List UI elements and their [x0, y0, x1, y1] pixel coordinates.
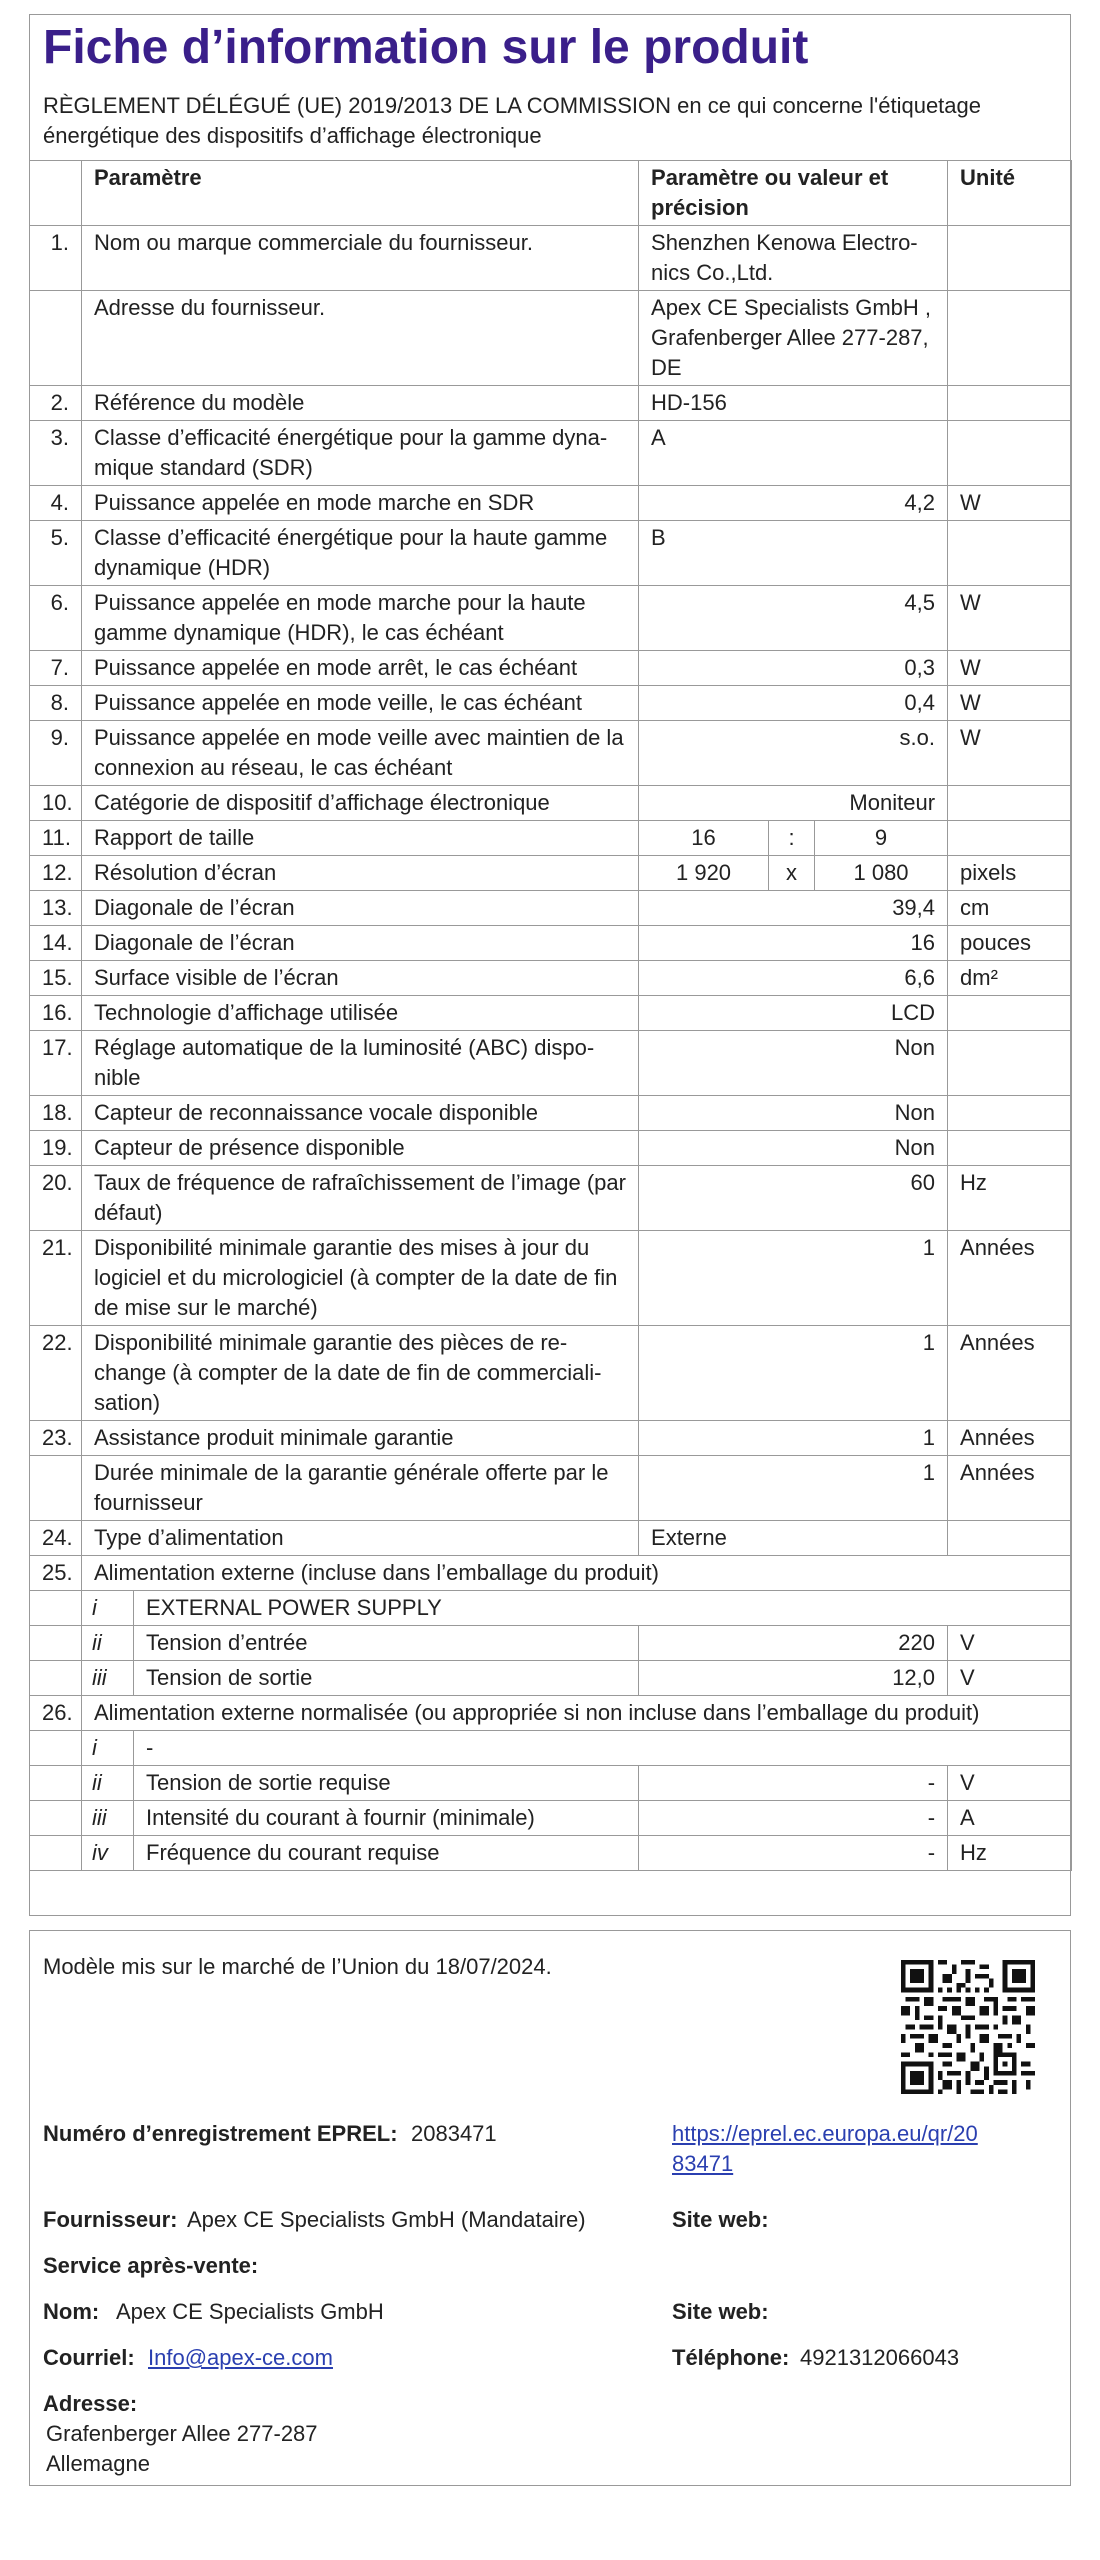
- table-row: [30, 1661, 1072, 1696]
- row-label: Puissance appelée en mode arrêt, le cas échéant: [82, 651, 639, 686]
- row-number: 17.: [30, 1031, 82, 1096]
- row-label: Classe d’efficacité énergétique pour la haute gamme dynamique (HDR): [82, 521, 639, 586]
- row-value: s.o.: [639, 721, 948, 786]
- eprel-number-label: Numéro d’enregistrement EPREL:: [43, 2121, 398, 2146]
- row-label: Résolution d’écran: [82, 856, 639, 891]
- row-value: 4,5: [639, 586, 948, 651]
- sub-index: iii: [82, 1801, 134, 1836]
- table-row: [30, 521, 1072, 586]
- row-unit: dm²: [948, 961, 1072, 996]
- row-value: 1: [639, 1326, 948, 1421]
- row-unit: V: [948, 1661, 1072, 1696]
- resolution-width: 1 920: [639, 856, 769, 891]
- address-label: Adresse:: [43, 2391, 138, 2416]
- row-label: Tension d’entrée: [134, 1626, 639, 1661]
- row-unit: [948, 786, 1072, 821]
- sub-index: ii: [82, 1766, 134, 1801]
- supplier-label: Fournisseur:: [43, 2207, 178, 2232]
- table-row: [30, 226, 1072, 291]
- row-label: Diagonale de l’écran: [82, 891, 639, 926]
- row-unit: Années: [948, 1231, 1072, 1326]
- row-label: Capteur de reconnaissance vocale disponible: [82, 1096, 639, 1131]
- row-label: Fréquence du courant requise: [134, 1836, 639, 1871]
- row-unit: [948, 1096, 1072, 1131]
- sub-index: iii: [82, 1661, 134, 1696]
- row-value: Shenzhen Kenowa Electro-nics Co.,Ltd.: [639, 226, 948, 291]
- row-value: B: [639, 521, 948, 586]
- row-number: 1.: [30, 226, 82, 291]
- table-row: [30, 786, 1072, 821]
- row-number: 3.: [30, 421, 82, 486]
- row-value: Externe: [639, 1521, 948, 1556]
- table-row: [30, 386, 1072, 421]
- section-label: Alimentation externe normalisée (ou appropriée si non incluse dans l’emballage du produit): [82, 1696, 1072, 1731]
- header-param: Paramètre: [82, 161, 639, 226]
- row-unit: W: [948, 586, 1072, 651]
- row-unit: Années: [948, 1326, 1072, 1421]
- market-date-text: Modèle mis sur le marché de l’Union du 18/07/2024.: [43, 1954, 552, 1979]
- row-label: Adresse du fournisseur.: [82, 291, 639, 386]
- row-value: Non: [639, 1096, 948, 1131]
- row-value: 1: [639, 1421, 948, 1456]
- row-label: Référence du modèle: [82, 386, 639, 421]
- row-value: Non: [639, 1131, 948, 1166]
- row-label: Catégorie de dispositif d’affichage électronique: [82, 786, 639, 821]
- row-number: 4.: [30, 486, 82, 521]
- row-value: 1: [639, 1456, 948, 1521]
- row-label: Disponibilité minimale garantie des pièces de re-change (à compter de la date de fin de commerciali-sation): [82, 1326, 639, 1421]
- row-value: -: [639, 1766, 948, 1801]
- table-row: [30, 1556, 1072, 1591]
- sub-index: i: [82, 1591, 134, 1626]
- section-label: Alimentation externe (incluse dans l’emballage du produit): [82, 1556, 1072, 1591]
- table-row: [30, 1096, 1072, 1131]
- row-number: 9.: [30, 721, 82, 786]
- row-number: 14.: [30, 926, 82, 961]
- row-value: 60: [639, 1166, 948, 1231]
- table-row: [30, 686, 1072, 721]
- table-row: [30, 1231, 1072, 1326]
- table-row: [30, 1836, 1072, 1871]
- qr-code-icon[interactable]: [901, 1960, 1035, 2094]
- row-value: 6,6: [639, 961, 948, 996]
- row-label: Technologie d’affichage utilisée: [82, 996, 639, 1031]
- row-number-empty: [30, 1661, 82, 1696]
- address-line-2: Allemagne: [46, 2451, 150, 2476]
- row-number: 23.: [30, 1421, 82, 1456]
- row-unit: W: [948, 486, 1072, 521]
- row-number: 20.: [30, 1166, 82, 1231]
- row-number: 10.: [30, 786, 82, 821]
- aspect-ratio-height: 9: [815, 821, 948, 856]
- row-number-empty: [30, 1731, 82, 1766]
- row-label: Puissance appelée en mode marche pour la haute gamme dynamique (HDR), le cas échéant: [82, 586, 639, 651]
- row-unit: W: [948, 721, 1072, 786]
- row-label: Puissance appelée en mode veille, le cas échéant: [82, 686, 639, 721]
- table-row: [30, 1626, 1072, 1661]
- table-row: [30, 291, 1072, 386]
- row-label: Classe d’efficacité énergétique pour la gamme dyna-mique standard (SDR): [82, 421, 639, 486]
- row-number: 21.: [30, 1231, 82, 1326]
- row-label: Tension de sortie: [134, 1661, 639, 1696]
- row-unit: Hz: [948, 1836, 1072, 1871]
- row-number: 5.: [30, 521, 82, 586]
- row-label: Durée minimale de la garantie générale offerte par le fournisseur: [82, 1456, 639, 1521]
- sub-index: iv: [82, 1836, 134, 1871]
- row-number: 7.: [30, 651, 82, 686]
- table-row: [30, 486, 1072, 521]
- row-number: 26.: [30, 1696, 82, 1731]
- row-number-empty: [30, 1626, 82, 1661]
- table-row: [30, 891, 1072, 926]
- row-number: 6.: [30, 586, 82, 651]
- row-number: 24.: [30, 1521, 82, 1556]
- row-number: 16.: [30, 996, 82, 1031]
- row-unit: W: [948, 651, 1072, 686]
- table-row: [30, 1031, 1072, 1096]
- eprel-number-value: 2083471: [411, 2121, 497, 2146]
- row-number-empty: [30, 1591, 82, 1626]
- row-unit: [948, 421, 1072, 486]
- table-row: [30, 1166, 1072, 1231]
- row-value: 0,3: [639, 651, 948, 686]
- phone-label: Téléphone:: [672, 2345, 790, 2370]
- row-unit: pouces: [948, 926, 1072, 961]
- row-number: 22.: [30, 1326, 82, 1421]
- eprel-link-line2[interactable]: 83471: [672, 2151, 734, 2176]
- row-label: Nom ou marque commerciale du fournisseur.: [82, 226, 639, 291]
- address-line-1: Grafenberger Allee 277-287: [46, 2421, 318, 2446]
- resolution-separator: x: [769, 856, 815, 891]
- row-value: 39,4: [639, 891, 948, 926]
- row-label: -: [134, 1731, 1072, 1766]
- header-value: Paramètre ou valeur et précision: [639, 161, 948, 226]
- row-value: A: [639, 421, 948, 486]
- row-unit: [948, 521, 1072, 586]
- table-row: [30, 961, 1072, 996]
- row-value: -: [639, 1836, 948, 1871]
- table-row: [30, 996, 1072, 1031]
- row-unit: [948, 1031, 1072, 1096]
- row-label: Surface visible de l’écran: [82, 961, 639, 996]
- row-value: 1: [639, 1231, 948, 1326]
- after-sales-service-heading: Service après-vente:: [43, 2253, 259, 2278]
- row-label: Disponibilité minimale garantie des mises à jour du logiciel et du micrologiciel (à compter de la date de fin de mise sur le marché): [82, 1231, 639, 1326]
- page-title: Fiche d’information sur le produit: [43, 21, 809, 74]
- row-unit: Années: [948, 1421, 1072, 1456]
- table-row: [30, 721, 1072, 786]
- row-label: Intensité du courant à fournir (minimale): [134, 1801, 639, 1836]
- table-row: [30, 586, 1072, 651]
- row-number: 11.: [30, 821, 82, 856]
- table-row: [30, 1731, 1072, 1766]
- row-label: Réglage automatique de la luminosité (ABC) dispo-nible: [82, 1031, 639, 1096]
- row-value: Moniteur: [639, 786, 948, 821]
- row-number-empty: [30, 1766, 82, 1801]
- row-value: Non: [639, 1031, 948, 1096]
- row-label: Tension de sortie requise: [134, 1766, 639, 1801]
- row-unit: [948, 1521, 1072, 1556]
- email-label: Courriel:: [43, 2345, 135, 2370]
- table-row: [30, 651, 1072, 686]
- row-label: Assistance produit minimale garantie: [82, 1421, 639, 1456]
- row-label: EXTERNAL POWER SUPPLY: [134, 1591, 1072, 1626]
- phone-value: 4921312066043: [800, 2345, 960, 2370]
- row-unit: Hz: [948, 1166, 1072, 1231]
- row-number: 13.: [30, 891, 82, 926]
- row-unit: pixels: [948, 856, 1072, 891]
- table-row: [30, 1326, 1072, 1421]
- row-unit: A: [948, 1801, 1072, 1836]
- row-value: 220: [639, 1626, 948, 1661]
- row-unit: [948, 226, 1072, 291]
- row-value: 12,0: [639, 1661, 948, 1696]
- row-number: [30, 291, 82, 386]
- table-row: [30, 1591, 1072, 1626]
- row-unit: V: [948, 1626, 1072, 1661]
- name-label: Nom:: [43, 2299, 100, 2324]
- row-label: Type d’alimentation: [82, 1521, 639, 1556]
- row-value: Apex CE Specialists GmbH , Grafenberger Allee 277-287, DE: [639, 291, 948, 386]
- row-label: Taux de fréquence de rafraîchissement de l’image (par défaut): [82, 1166, 639, 1231]
- table-row: [30, 1696, 1072, 1731]
- row-value: -: [639, 1801, 948, 1836]
- table-row: [30, 1521, 1072, 1556]
- header-num-cell: [30, 161, 82, 226]
- table-row: [30, 1131, 1072, 1166]
- row-number: 25.: [30, 1556, 82, 1591]
- name-value: Apex CE Specialists GmbH: [116, 2299, 384, 2324]
- table-row: [30, 1766, 1072, 1801]
- sub-index: i: [82, 1731, 134, 1766]
- row-unit: [948, 996, 1072, 1031]
- aspect-ratio-separator: :: [769, 821, 815, 856]
- row-label: Diagonale de l’écran: [82, 926, 639, 961]
- row-number: 2.: [30, 386, 82, 421]
- row-label: Rapport de taille: [82, 821, 639, 856]
- row-unit: V: [948, 1766, 1072, 1801]
- row-unit: [948, 291, 1072, 386]
- table-row: [30, 856, 1072, 891]
- row-unit: Années: [948, 1456, 1072, 1521]
- table-row: [30, 1456, 1072, 1521]
- website-label: Site web:: [672, 2207, 769, 2232]
- row-number: 18.: [30, 1096, 82, 1131]
- row-unit: W: [948, 686, 1072, 721]
- table-row: [30, 1421, 1072, 1456]
- eprel-link-line1[interactable]: https://eprel.ec.europa.eu/qr/20: [672, 2121, 978, 2146]
- email-link[interactable]: Info@apex-ce.com: [148, 2345, 333, 2370]
- table-row: [30, 421, 1072, 486]
- row-number: 15.: [30, 961, 82, 996]
- supplier-value: Apex CE Specialists GmbH (Mandataire): [187, 2207, 586, 2232]
- row-value: LCD: [639, 996, 948, 1031]
- row-label: Puissance appelée en mode marche en SDR: [82, 486, 639, 521]
- row-value: 0,4: [639, 686, 948, 721]
- row-number: [30, 1456, 82, 1521]
- row-label: Capteur de présence disponible: [82, 1131, 639, 1166]
- row-unit: cm: [948, 891, 1072, 926]
- row-number: 12.: [30, 856, 82, 891]
- table-row: [30, 821, 1072, 856]
- row-number: 8.: [30, 686, 82, 721]
- regulation-subtitle: RÈGLEMENT DÉLÉGUÉ (UE) 2019/2013 DE LA COMMISSION en ce qui concerne l'étiquetage énergétique des dispositifs d’affichage électronique: [43, 93, 981, 148]
- row-value: 16: [639, 926, 948, 961]
- row-number: 19.: [30, 1131, 82, 1166]
- header-unit: Unité: [948, 161, 1072, 226]
- row-number-empty: [30, 1801, 82, 1836]
- row-unit: [948, 386, 1072, 421]
- row-label: Puissance appelée en mode veille avec maintien de la connexion au réseau, le cas échéant: [82, 721, 639, 786]
- row-value: 4,2: [639, 486, 948, 521]
- website-label: Site web:: [672, 2299, 769, 2324]
- row-number-empty: [30, 1836, 82, 1871]
- row-value: HD-156: [639, 386, 948, 421]
- table-header-row: [30, 161, 1072, 226]
- sub-index: ii: [82, 1626, 134, 1661]
- row-unit: [948, 821, 1072, 856]
- aspect-ratio-width: 16: [639, 821, 769, 856]
- table-row: [30, 926, 1072, 961]
- row-unit: [948, 1131, 1072, 1166]
- table-row: [30, 1801, 1072, 1836]
- product-parameters-table: [29, 160, 1072, 1871]
- resolution-height: 1 080: [815, 856, 948, 891]
